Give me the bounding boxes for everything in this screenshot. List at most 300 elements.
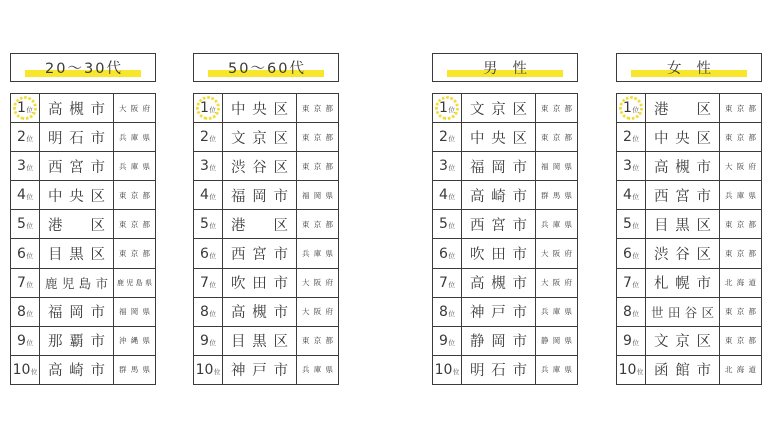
char: 大 xyxy=(302,307,310,317)
char: 西 xyxy=(231,247,246,264)
char: 岡 xyxy=(491,159,506,176)
rank-suffix: 位 xyxy=(26,193,33,202)
table-row xyxy=(194,123,338,152)
char: 市 xyxy=(273,188,288,205)
char: 都 xyxy=(564,103,572,113)
rank-number: 3 xyxy=(439,158,448,175)
char: 高 xyxy=(470,276,485,293)
rank-cell xyxy=(194,210,223,238)
char: 京 xyxy=(313,132,322,142)
rank-label xyxy=(623,305,639,319)
char: 馬 xyxy=(552,190,561,200)
table-row xyxy=(617,239,761,268)
char: 市 xyxy=(512,247,527,264)
rank-suffix: 位 xyxy=(209,222,216,231)
rank-suffix: 位 xyxy=(632,280,639,289)
char: 静 xyxy=(470,334,485,351)
prefecture-cell xyxy=(114,152,155,180)
char: 府 xyxy=(142,103,150,113)
table-row xyxy=(433,298,577,327)
rank-label xyxy=(17,334,33,348)
rank-number: 5 xyxy=(439,216,448,233)
city-cell xyxy=(223,356,297,384)
rank-label xyxy=(17,276,33,290)
rank-number: 1 xyxy=(439,100,448,117)
char: 那 xyxy=(48,334,63,351)
rank-cell xyxy=(11,298,40,326)
city-cell xyxy=(40,123,114,151)
char: 都 xyxy=(325,161,333,171)
table-row xyxy=(433,181,577,210)
char: 京 xyxy=(736,307,745,317)
rank-number: 4 xyxy=(439,187,448,204)
rank-number: 7 xyxy=(439,274,448,291)
char: 港 xyxy=(654,101,669,118)
char: 東 xyxy=(119,249,127,259)
rank-cell xyxy=(11,327,40,355)
char: 県 xyxy=(564,161,572,171)
char: 中 xyxy=(231,101,246,118)
city-cell xyxy=(40,94,114,122)
char: 都 xyxy=(564,132,572,142)
char: 市 xyxy=(512,276,527,293)
char: 京 xyxy=(552,132,561,142)
char: 県 xyxy=(142,307,150,317)
rank-suffix: 位 xyxy=(452,367,460,376)
char: 区 xyxy=(273,217,288,234)
prefecture-cell xyxy=(297,181,338,209)
char: 西 xyxy=(48,159,63,176)
rank-number: 4 xyxy=(17,187,26,204)
char: 兵 xyxy=(725,190,733,200)
char: 沖 xyxy=(119,336,127,346)
rank-label xyxy=(623,276,639,290)
rank-suffix: 位 xyxy=(448,106,455,115)
prefecture-cell xyxy=(536,239,577,267)
rank-suffix: 位 xyxy=(632,309,639,318)
rank-number: 9 xyxy=(623,332,632,349)
char: 兵 xyxy=(302,365,310,375)
table-row xyxy=(433,269,577,298)
char: 区 xyxy=(90,188,105,205)
char: 区 xyxy=(273,101,288,118)
city-cell xyxy=(462,269,536,297)
char: 県 xyxy=(142,161,150,171)
city-cell xyxy=(462,123,536,151)
char: 馬 xyxy=(130,365,139,375)
prefecture-cell xyxy=(720,152,761,180)
char: 槻 xyxy=(491,276,506,293)
rank-suffix: 位 xyxy=(209,135,216,144)
char: 群 xyxy=(119,365,127,375)
rank-suffix: 位 xyxy=(632,251,639,260)
char: 福 xyxy=(302,190,310,200)
char: 黒 xyxy=(675,217,690,234)
char: 兵 xyxy=(541,307,549,317)
char: 京 xyxy=(675,334,690,351)
table-row xyxy=(11,181,155,210)
char: 渋 xyxy=(654,247,669,264)
char: 市 xyxy=(696,363,711,380)
char: 福 xyxy=(541,161,549,171)
char: 都 xyxy=(325,103,333,113)
char: 福 xyxy=(119,307,127,317)
char: 東 xyxy=(119,219,127,229)
table-row xyxy=(433,210,577,239)
rank-cell xyxy=(194,152,223,180)
rank-cell xyxy=(433,94,462,122)
ranking-table-age-20-30 xyxy=(10,53,156,385)
table-row xyxy=(194,152,338,181)
char: 市 xyxy=(512,188,527,205)
prefecture-cell xyxy=(536,269,577,297)
rank-cell xyxy=(433,123,462,151)
city-cell xyxy=(646,356,720,384)
rank-suffix: 位 xyxy=(209,106,216,115)
city-cell xyxy=(223,239,297,267)
rank-number: 6 xyxy=(439,245,448,262)
prefecture-cell xyxy=(536,123,577,151)
char: 槻 xyxy=(252,305,267,322)
char: 東 xyxy=(302,219,310,229)
char: 市 xyxy=(95,275,108,291)
char: 港 xyxy=(48,217,63,234)
char: 区 xyxy=(90,247,105,264)
rank-number: 9 xyxy=(200,332,209,349)
city-cell xyxy=(40,356,114,384)
char: 阪 xyxy=(736,161,745,171)
city-cell xyxy=(646,298,720,326)
rank-label xyxy=(17,217,33,231)
char: 兵 xyxy=(119,161,127,171)
prefecture-cell xyxy=(720,327,761,355)
table-row xyxy=(194,239,338,268)
rank-number: 10 xyxy=(12,361,31,378)
char: 渋 xyxy=(231,159,246,176)
ranking-table-age-50-60 xyxy=(193,53,339,385)
char: 崎 xyxy=(491,188,506,205)
rank-cell xyxy=(11,152,40,180)
char: 阪 xyxy=(313,278,322,288)
rank-number: 10 xyxy=(195,361,214,378)
rank-cell xyxy=(433,269,462,297)
char: 庫 xyxy=(313,365,322,375)
char: 庫 xyxy=(130,161,139,171)
rank-suffix: 位 xyxy=(448,193,455,202)
rank-label xyxy=(200,101,216,115)
char: 福 xyxy=(48,305,63,322)
char: 群 xyxy=(541,190,549,200)
rank-label xyxy=(200,217,216,231)
prefecture-cell xyxy=(297,356,338,384)
char: 西 xyxy=(654,188,669,205)
char: 兵 xyxy=(119,132,127,142)
rank-number: 2 xyxy=(17,129,26,146)
city-cell xyxy=(646,152,720,180)
rank-suffix: 位 xyxy=(632,338,639,347)
rank-cell xyxy=(433,356,462,384)
char: 府 xyxy=(564,278,572,288)
rank-suffix: 位 xyxy=(632,193,639,202)
char: 県 xyxy=(564,307,572,317)
city-cell xyxy=(646,210,720,238)
table-header xyxy=(10,53,156,82)
char: 央 xyxy=(675,130,690,147)
city-cell xyxy=(223,269,297,297)
char: 石 xyxy=(69,130,84,147)
table-row xyxy=(617,269,761,298)
prefecture-cell xyxy=(536,181,577,209)
char: 都 xyxy=(748,307,756,317)
city-cell xyxy=(646,181,720,209)
table-header xyxy=(616,53,762,82)
char: 縄 xyxy=(130,336,139,346)
rank-cell xyxy=(194,94,223,122)
char: 市 xyxy=(273,363,288,380)
char: 吹 xyxy=(231,276,246,293)
table-row xyxy=(11,152,155,181)
rank-label xyxy=(623,130,639,144)
rank-label xyxy=(200,305,216,319)
table-row xyxy=(11,210,155,239)
char: 黒 xyxy=(69,247,84,264)
city-cell xyxy=(40,269,114,297)
table-row xyxy=(194,181,338,210)
rank-label xyxy=(200,159,216,173)
rank-suffix: 位 xyxy=(26,135,33,144)
city-cell xyxy=(462,152,536,180)
city-cell xyxy=(462,356,536,384)
char: 区 xyxy=(512,130,527,147)
city-cell xyxy=(223,152,297,180)
prefecture-cell xyxy=(297,298,338,326)
city-cell xyxy=(646,123,720,151)
char: 福 xyxy=(231,188,246,205)
rank-label xyxy=(623,247,639,261)
char: 県 xyxy=(142,336,150,346)
table-row xyxy=(617,181,761,210)
char: 府 xyxy=(748,161,756,171)
char: 黒 xyxy=(252,334,267,351)
char: 北 xyxy=(725,278,733,288)
char: 覇 xyxy=(69,334,84,351)
table-title: 20～30代 xyxy=(45,61,123,77)
rank-label xyxy=(196,363,221,377)
rank-cell xyxy=(617,269,646,297)
char: 京 xyxy=(130,190,139,200)
char: 庫 xyxy=(552,219,561,229)
table-body xyxy=(193,93,339,385)
char: 道 xyxy=(748,365,756,375)
char: 明 xyxy=(48,130,63,147)
rank-number: 1 xyxy=(17,100,26,117)
rank-number: 2 xyxy=(200,129,209,146)
rank-suffix: 位 xyxy=(209,309,216,318)
rank-label xyxy=(13,363,38,377)
rank-cell xyxy=(11,239,40,267)
char: 都 xyxy=(748,219,756,229)
char: 京 xyxy=(491,101,506,118)
table-row xyxy=(617,210,761,239)
table-row xyxy=(433,356,577,384)
prefecture-cell xyxy=(297,239,338,267)
char: 道 xyxy=(748,278,756,288)
rank-label xyxy=(17,188,33,202)
rank-suffix: 位 xyxy=(448,164,455,173)
table-title: 男性 xyxy=(483,61,542,77)
char: 岡 xyxy=(313,190,322,200)
char: 県 xyxy=(564,365,572,375)
char: 目 xyxy=(654,217,669,234)
prefecture-cell xyxy=(536,94,577,122)
char: 田 xyxy=(491,247,506,264)
char: 阪 xyxy=(313,307,322,317)
rank-suffix: 位 xyxy=(632,164,639,173)
char: 幌 xyxy=(675,276,690,293)
prefecture-cell xyxy=(720,123,761,151)
char: 文 xyxy=(231,130,246,147)
prefecture-cell xyxy=(297,94,338,122)
table-row xyxy=(433,239,577,268)
prefecture-cell xyxy=(536,298,577,326)
char: 文 xyxy=(654,334,669,351)
char: 京 xyxy=(736,219,745,229)
rank-cell xyxy=(617,181,646,209)
prefecture-cell xyxy=(536,152,577,180)
rank-label xyxy=(200,276,216,290)
char: 北 xyxy=(725,365,733,375)
table-row xyxy=(194,327,338,356)
rank-suffix: 位 xyxy=(30,367,38,376)
city-cell xyxy=(646,94,720,122)
table-header xyxy=(193,53,339,82)
rank-cell xyxy=(617,152,646,180)
rank-cell xyxy=(617,94,646,122)
char: 大 xyxy=(302,278,310,288)
city-cell xyxy=(223,181,297,209)
char: 東 xyxy=(302,161,310,171)
city-cell xyxy=(40,298,114,326)
rank-number: 6 xyxy=(623,245,632,262)
char: 都 xyxy=(748,249,756,259)
char: 庫 xyxy=(130,132,139,142)
table-row xyxy=(11,94,155,123)
rank-number: 5 xyxy=(17,216,26,233)
table-row xyxy=(11,269,155,298)
char: 府 xyxy=(564,249,572,259)
char: 目 xyxy=(231,334,246,351)
char: 宮 xyxy=(69,159,84,176)
char: 岡 xyxy=(552,336,561,346)
char: 東 xyxy=(725,307,733,317)
char: 京 xyxy=(313,219,322,229)
char: 東 xyxy=(725,336,733,346)
char: 島 xyxy=(135,278,143,287)
table-row xyxy=(617,152,761,181)
char: 市 xyxy=(512,159,527,176)
char: 京 xyxy=(313,336,322,346)
char: 区 xyxy=(696,247,711,264)
char: 央 xyxy=(491,130,506,147)
rank-cell xyxy=(194,356,223,384)
table-row xyxy=(11,239,155,268)
rank-label xyxy=(623,101,639,115)
table-body xyxy=(616,93,762,385)
char: 槻 xyxy=(69,101,84,118)
rank-cell xyxy=(433,152,462,180)
prefecture-cell xyxy=(297,123,338,151)
char: 区 xyxy=(701,304,714,320)
table-row xyxy=(433,327,577,356)
char: 高 xyxy=(231,305,246,322)
rank-label xyxy=(17,159,33,173)
char: 市 xyxy=(512,363,527,380)
rank-suffix: 位 xyxy=(448,135,455,144)
rank-number: 10 xyxy=(434,361,453,378)
char: 函 xyxy=(654,363,669,380)
rank-cell xyxy=(194,123,223,151)
table-row xyxy=(194,210,338,239)
char: 市 xyxy=(273,276,288,293)
char: 東 xyxy=(302,103,310,113)
rank-label xyxy=(17,101,33,115)
rank-suffix: 位 xyxy=(26,106,33,115)
table-row xyxy=(617,123,761,152)
char: 文 xyxy=(470,101,485,118)
table-row xyxy=(11,356,155,384)
table-row xyxy=(617,327,761,356)
city-cell xyxy=(646,327,720,355)
table-title: 50～60代 xyxy=(228,61,306,77)
char: 東 xyxy=(725,132,733,142)
prefecture-cell xyxy=(536,327,577,355)
rank-cell xyxy=(617,123,646,151)
rank-label xyxy=(623,217,639,231)
rank-number: 8 xyxy=(200,303,209,320)
char: 市 xyxy=(90,130,105,147)
rank-label xyxy=(439,334,455,348)
rank-suffix: 位 xyxy=(448,309,455,318)
char: 田 xyxy=(252,276,267,293)
rank-number: 7 xyxy=(623,274,632,291)
rank-label xyxy=(623,159,639,173)
char: 児 xyxy=(61,275,75,291)
rank-cell xyxy=(194,181,223,209)
city-cell xyxy=(462,298,536,326)
prefecture-cell xyxy=(536,210,577,238)
city-cell xyxy=(462,94,536,122)
rank-cell xyxy=(11,210,40,238)
ranking-table-female xyxy=(616,53,762,385)
char: 海 xyxy=(736,365,745,375)
rank-number: 6 xyxy=(17,245,26,262)
table-header xyxy=(432,53,578,82)
prefecture-cell xyxy=(297,269,338,297)
char: 目 xyxy=(48,247,63,264)
rank-number: 8 xyxy=(439,303,448,320)
table-title: 女性 xyxy=(667,61,726,77)
char: 市 xyxy=(696,159,711,176)
char: 庫 xyxy=(552,365,561,375)
table-row xyxy=(11,123,155,152)
char: 都 xyxy=(748,336,756,346)
char: 崎 xyxy=(69,363,84,380)
char: 高 xyxy=(470,188,485,205)
char: 県 xyxy=(142,365,150,375)
rank-cell xyxy=(433,181,462,209)
char: 区 xyxy=(273,159,288,176)
prefecture-cell xyxy=(114,356,155,384)
